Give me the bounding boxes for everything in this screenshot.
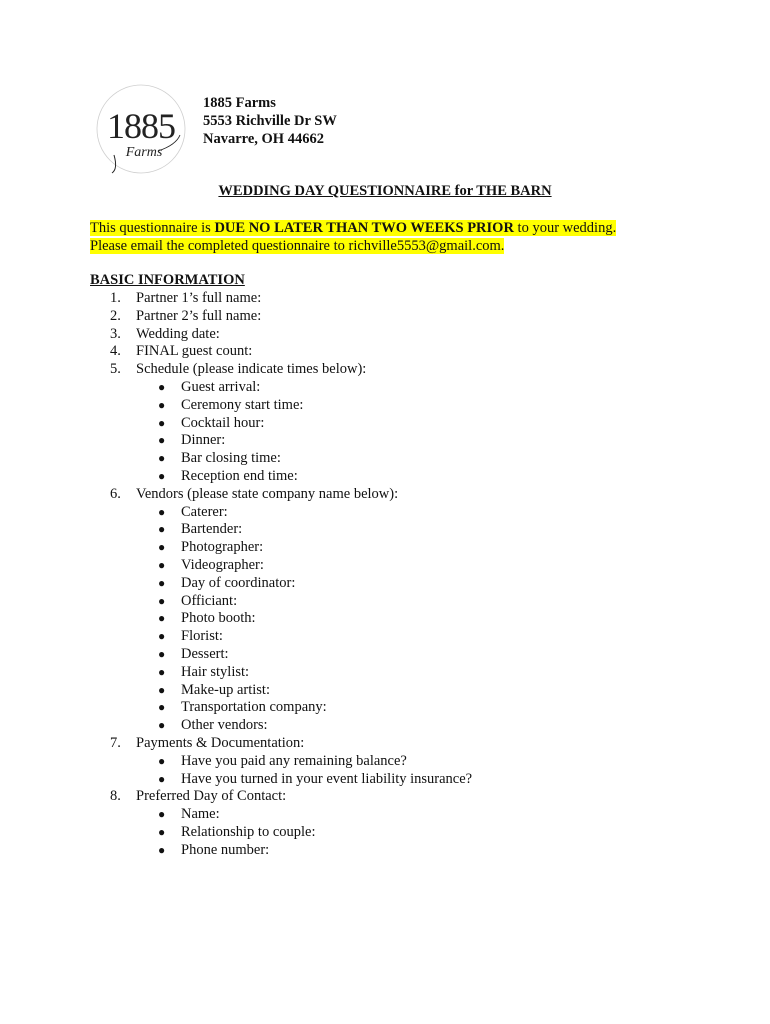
bullet-icon: ● xyxy=(158,593,166,608)
farm-address xyxy=(203,94,337,148)
questionnaire-list xyxy=(0,290,770,860)
list-item: 4. FINAL guest count: xyxy=(110,343,253,360)
list-item: 8. Preferred Day of Contact: xyxy=(110,788,287,805)
sub-item: ● Relationship to couple: xyxy=(158,823,316,840)
bullet-icon: ● xyxy=(158,433,166,448)
bullet-icon: ● xyxy=(158,718,166,733)
sub-item: ● Florist: xyxy=(158,628,223,645)
farm-logo-icon xyxy=(92,83,190,175)
bullet-icon: ● xyxy=(158,629,166,644)
list-item: 1. Partner 1’s full name: xyxy=(110,290,262,306)
list-item: 5. Schedule (please indicate times below): xyxy=(110,361,367,378)
list-item: 3. Wedding date: xyxy=(110,325,220,342)
list-item: 7. Payments & Documentation: xyxy=(110,734,305,751)
farm-city: Navarre, OH 44662 xyxy=(203,131,324,147)
sub-item: ● Officiant: xyxy=(158,592,238,609)
sub-item: ● Videographer: xyxy=(158,556,264,573)
email-instruction: Please email the completed questionnaire to richville5553@gmail.com. xyxy=(90,237,505,254)
bullet-icon: ● xyxy=(158,522,166,537)
farm-street: 5553 Richville Dr SW xyxy=(203,113,337,129)
bullet-icon: ● xyxy=(158,575,166,590)
sub-item: ● Dessert: xyxy=(158,645,229,662)
bullet-icon: ● xyxy=(158,611,166,626)
due-line1-bold: DUE NO LATER THAN TWO WEEKS PRIOR xyxy=(214,220,514,236)
logo-script: Farms xyxy=(125,145,163,160)
bullet-icon: ● xyxy=(158,753,166,768)
sub-item: ● Have you turned in your event liability insurance? xyxy=(158,770,473,787)
bullet-icon: ● xyxy=(158,700,166,715)
sub-item: ● Name: xyxy=(158,806,220,823)
bullet-icon: ● xyxy=(158,397,166,412)
farm-name: 1885 Farms xyxy=(203,95,276,111)
sub-item: ● Caterer: xyxy=(158,503,228,520)
sub-item: ● Day of coordinator: xyxy=(158,574,296,591)
sub-item: ● Reception end time: xyxy=(158,467,298,484)
sub-item: ● Guest arrival: xyxy=(158,378,261,395)
sub-item: ● Make-up artist: xyxy=(158,681,270,698)
bullet-icon: ● xyxy=(158,646,166,661)
bullet-icon: ● xyxy=(158,415,166,430)
sub-item: ● Photographer: xyxy=(158,539,264,556)
sub-item: ● Cocktail hour: xyxy=(158,414,265,431)
due-line1-pre: This questionnaire is xyxy=(90,220,215,236)
bullet-icon: ● xyxy=(158,540,166,555)
sub-item: ● Ceremony start time: xyxy=(158,396,304,413)
sub-item: ● Transportation company: xyxy=(158,699,327,716)
sub-item: ● Dinner: xyxy=(158,432,226,449)
bullet-icon: ● xyxy=(158,842,166,857)
sub-item: ● Bar closing time: xyxy=(158,450,281,467)
sub-item: ● Have you paid any remaining balance? xyxy=(158,752,407,769)
bullet-icon: ● xyxy=(158,807,166,822)
sub-item: ● Bartender: xyxy=(158,521,243,538)
logo-number: 1885 xyxy=(107,106,175,146)
bullet-icon: ● xyxy=(158,451,166,466)
due-notice xyxy=(90,220,616,255)
bullet-icon: ● xyxy=(158,682,166,697)
bullet-icon: ● xyxy=(158,504,166,519)
due-line1-post: to your wedding. xyxy=(513,220,617,236)
sub-item: ● Phone number: xyxy=(158,841,270,858)
logo xyxy=(92,83,190,175)
list-item: 6. Vendors (please state company name below): xyxy=(110,485,399,502)
sub-item: ● Other vendors: xyxy=(158,717,268,734)
bullet-icon: ● xyxy=(158,664,166,679)
sub-item: ● Photo booth: xyxy=(158,610,256,627)
bullet-icon: ● xyxy=(158,468,166,483)
sub-item: ● Hair stylist: xyxy=(158,663,250,680)
bullet-icon: ● xyxy=(158,379,166,394)
bullet-icon: ● xyxy=(158,824,166,839)
document-title: WEDDING DAY QUESTIONNAIRE for THE BARN xyxy=(218,183,552,199)
list-item: 2. Partner 2’s full name: xyxy=(110,307,262,324)
bullet-icon: ● xyxy=(158,771,166,786)
bullet-icon: ● xyxy=(158,557,166,572)
section-heading: BASIC INFORMATION xyxy=(90,272,245,288)
